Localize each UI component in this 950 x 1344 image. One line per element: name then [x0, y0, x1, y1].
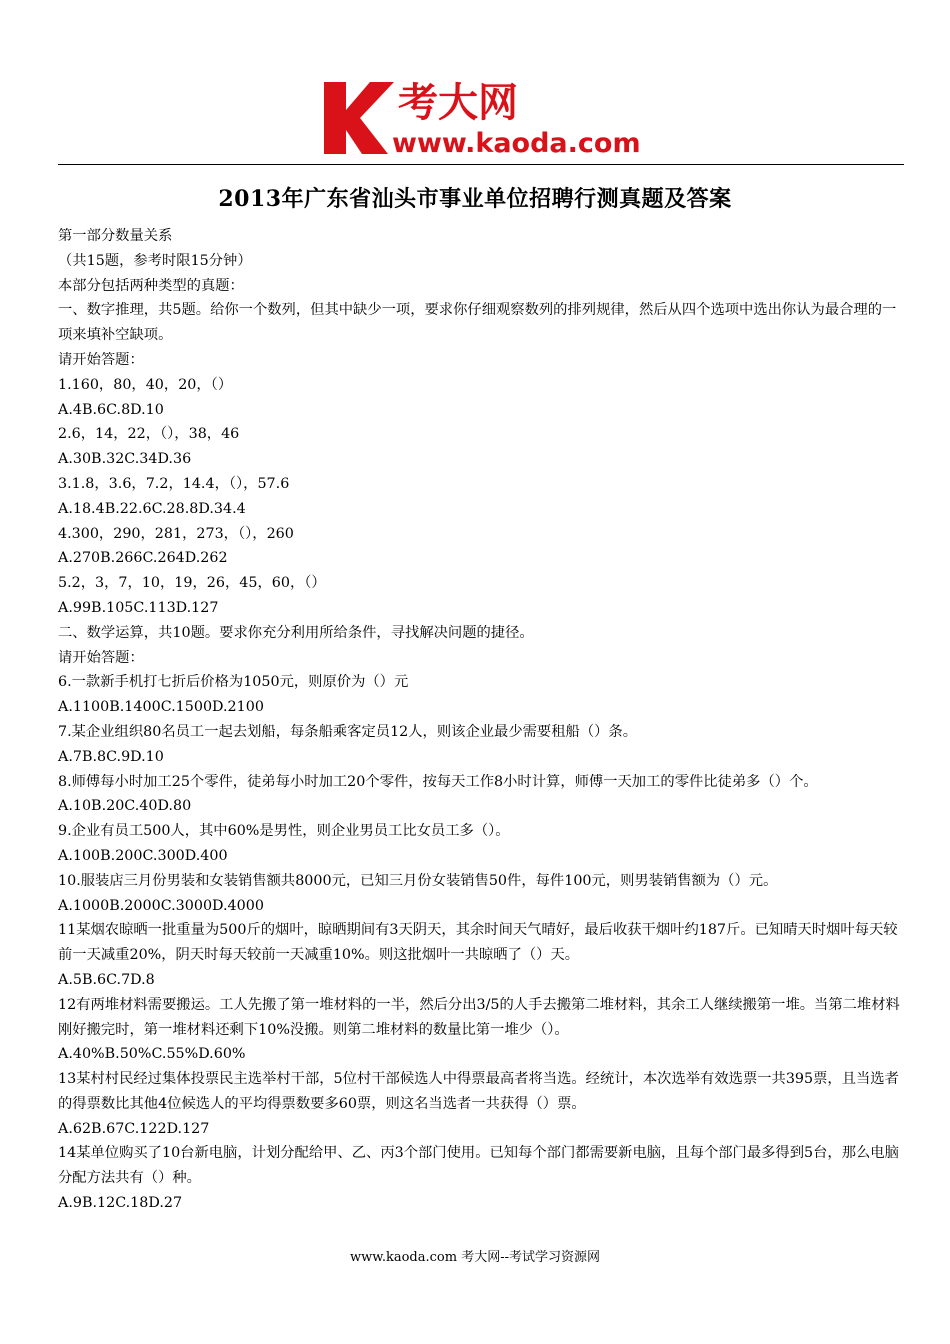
text-line: A.18.4B.22.6C.28.8D.34.4: [58, 500, 246, 517]
text-line: A.9B.12C.18D.27: [58, 1195, 183, 1212]
text-line: A.5B.6C.7D.8: [58, 971, 155, 988]
text-line: 6.一款新手机打七折后价格为1050元，则原价为（）元: [58, 674, 409, 691]
text-line: 二、数学运算，共10题。要求你充分利用所给条件，寻找解决问题的捷径。: [58, 624, 534, 641]
text-line: A.4B.6C.8D.10: [58, 401, 164, 418]
text-line: A.30B.32C.34D.36: [58, 451, 192, 468]
logo-graphic: [318, 76, 648, 158]
text-line: （共15题，参考时限15分钟）: [58, 252, 252, 269]
text-line: A.7B.8C.9D.10: [58, 748, 164, 765]
document-body: [58, 224, 908, 1216]
page-footer: www.kaoda.com 考大网--考试学习资源网: [350, 1250, 600, 1265]
text-line: 第一部分数量关系: [58, 228, 173, 244]
text-line: 一、数字推理，共5题。给你一个数列，但其中缺少一项，要求你仔细观察数列的排列规律，然后从四个选项中选出你认为最合理的一项来填补空缺项。: [58, 302, 897, 344]
text-line: 本部分包括两种类型的真题：: [58, 277, 244, 294]
text-line: A.1100B.1400C.1500D.2100: [58, 699, 264, 716]
logo-url-text: www.kaoda.com: [392, 128, 641, 158]
text-line: 13某村村民经过集体投票民主选举村干部，5位村干部候选人中得票最高者将当选。经统计，本次选举有效选票一共395票，且当选者的得票数比其他4位候选人的平均得票数要多60票，则这名当选者一共获得（）票。: [58, 1071, 899, 1112]
text-line: 9.企业有员工500人，其中60%是男性，则企业男员工比女员工多（）。: [58, 823, 510, 840]
text-line: 11某烟农晾晒一批重量为500斤的烟叶，晾晒期间有3天阴天，其余时间天气晴好，最后收获干烟叶约187斤。已知晴天时烟叶每天较前一天减重20%，阴天时每天较前一天减重10%。则这批烟叶一共晾晒了（）天。: [58, 922, 898, 964]
text-line: 14某单位购买了10台新电脑，计划分配给甲、乙、丙3个部门使用。已知每个部门都需要新电脑，且每个部门最多得到5台，那么电脑分配方法共有（）种。: [58, 1145, 899, 1187]
text-line: A.99B.105C.113D.127: [58, 599, 219, 616]
text-line: 请开始答题：: [58, 351, 144, 368]
text-line: A.100B.200C.300D.400: [58, 847, 228, 864]
text-line: A.40%B.50%C.55%D.60%: [58, 1046, 246, 1063]
text-line: 10.服装店三月份男装和女装销售额共8000元，已知三月份女装销售50件，每件100元，则男装销售额为（）元。: [58, 872, 778, 889]
logo-chinese-text: 考大网: [398, 80, 518, 126]
text-line: 2.6，14，22，（），38，46: [58, 426, 240, 443]
text-line: 1.160，80，40，20，（）: [58, 376, 233, 393]
kaoda-logo: [318, 76, 648, 158]
text-line: 4.300，290，281，273，（），260: [58, 525, 294, 542]
text-line: 请开始答题：: [58, 649, 144, 666]
text-line: 12有两堆材料需要搬运。工人先搬了第一堆材料的一半，然后分出3/5的人手去搬第二堆材料，其余工人继续搬第一堆。当第二堆材料刚好搬完时，第一堆材料还剩下10%没搬。则第二堆材料的数量比第一堆少（）。: [58, 996, 900, 1038]
text-line: 7.某企业组织80名员工一起去划船，每条船乘客定员12人，则该企业最少需要租船（）条。: [58, 723, 638, 740]
text-line: 8.师傅每小时加工25个零件，徒弟每小时加工20个零件，按每天工作8小时计算，师傅一天加工的零件比徒弟多（）个。: [58, 773, 818, 790]
text-line: A.270B.266C.264D.262: [58, 550, 228, 567]
text-line: A.10B.20C.40D.80: [58, 798, 192, 815]
text-line: 5.2，3，7，10，19，26，45，60，（）: [58, 575, 326, 592]
text-line: 3.1.8，3.6，7.2，14.4，（），57.6: [58, 475, 290, 492]
text-line: A.1000B.2000C.3000D.4000: [58, 897, 264, 914]
header-divider: [58, 164, 904, 165]
document-title: 2013年广东省汕头市事业单位招聘行测真题及答案: [218, 186, 732, 212]
k-mark-icon: [324, 82, 394, 154]
text-line: A.62B.67C.122D.127: [58, 1120, 210, 1137]
